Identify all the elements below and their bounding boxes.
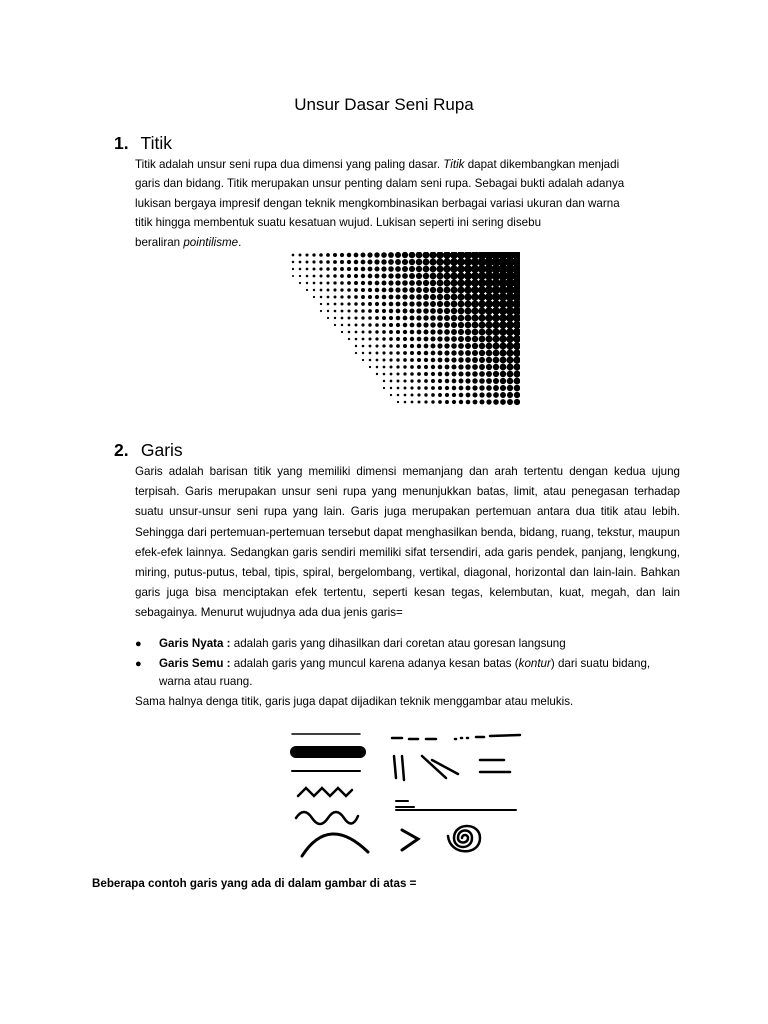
line-examples-image <box>284 726 534 868</box>
list-item: ● Garis Nyata : adalah garis yang dihasilkan dari coretan atau goresan langsung <box>135 635 680 653</box>
long-dash <box>490 735 520 736</box>
zigzag-line <box>298 788 352 796</box>
page-title: Unsur Dasar Seni Rupa <box>294 95 474 114</box>
figure-caption: Beberapa contoh garis yang ada di dalam gambar di atas = <box>92 877 417 890</box>
garis-closing-text: Sama halnya denga titik, garis juga dapat dijadikan teknik menggambar atau melukis. <box>135 695 574 708</box>
section-title: Garis <box>140 440 183 460</box>
arc-line <box>302 834 368 856</box>
vertical-line-1 <box>394 756 396 778</box>
section-heading-titik <box>114 133 172 154</box>
garis-paragraph: Garis adalah barisan titik yang memiliki dimensi memanjang dan arah tertentu dengan kedua ujung terpisah. Garis merupakan unsur seni rupa yang menunjukkan batas, limit, atau penegasan terhadap suatu unsur-unsur seni rupa yang lain. Garis juga merupakan pertemuan antara dua titik atau lebih. Sehingga dari pertemuan-pertemuan tersebut dapat menghasilkan benda, bidang, ruang, tekstur, maupun efek-efek lainnya. Sedangkan garis sendiri memiliki sifat tersendiri, ada garis pendek, panjang, lengkung, miring, putus-putus, tebal, tipis, spiral, bergelombang, vertikal, diagonal, horizontal dan lain-lain. Bahkan garis juga bisa menciptakan efek tertentu, seperti kesan tegas, kelembutan, kuat, megah, dan lain sebagainya. Menurut wujudnya ada dua jenis garis= <box>135 465 680 620</box>
section-title: Titik <box>140 133 172 153</box>
list-item: ● Garis Semu : adalah garis yang muncul karena adanya kesan batas (kontur) dari suatu bidang, warna atau ruang. <box>135 657 651 688</box>
spiral-line <box>448 826 480 851</box>
garis-types-list <box>135 635 680 693</box>
diagonal-line-2 <box>432 760 458 774</box>
section-number: 2. <box>114 440 129 460</box>
vertical-line-2 <box>402 756 404 780</box>
titik-paragraph: Titik adalah unsur seni rupa dua dimensi yang paling dasar. Titik dapat dikembangkan menjadi garis dan bidang. Titik merupakan unsur penting dalam seni rupa. Sebagai bukti adalah adanya lukisan bergaya impresif dengan teknik mengkombinasikan berbagai variasi ukuran dan warna titik hingga membentuk suatu kesatuan wujud. Lukisan seperti ini sering disebu beraliran pointilisme. <box>135 158 625 249</box>
angle-line <box>402 830 418 850</box>
bullet-icon: ● <box>135 658 142 670</box>
wavy-line <box>296 812 358 824</box>
halftone-dots-image <box>290 252 520 408</box>
bullet-icon: ● <box>135 638 142 650</box>
section-heading-garis <box>114 440 183 461</box>
section-number: 1. <box>114 133 129 153</box>
